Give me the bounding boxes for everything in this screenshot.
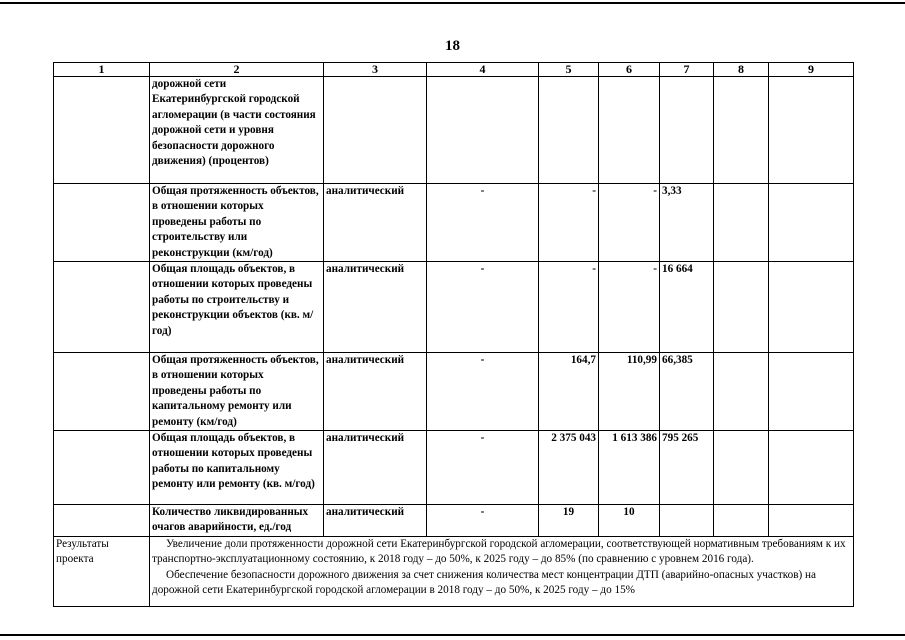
calculation-type: аналитический (324, 184, 427, 262)
value-col-5: 19 (539, 505, 599, 537)
value-col-7: 66,385 (660, 353, 714, 431)
table-row (54, 77, 854, 184)
table-row (54, 184, 854, 262)
value-col-4: - (427, 184, 539, 262)
results-paragraph-1: Увеличение доли протяженности дорожной сети Екатеринбургской городской агломерации, соответствующей нормативным требованиям к их транспортно-эксплуатационному состоянию, к 2018 году – до 50%, к 2025 году – до 85% (по сравнению с уровнем 2016 года). (152, 537, 846, 566)
table-row (54, 431, 854, 505)
value-col-6: 110,99 (599, 353, 660, 431)
value-col-9 (769, 353, 854, 431)
value-col-4: - (427, 505, 539, 537)
table-row (54, 353, 854, 431)
row-empty-cell (54, 505, 150, 537)
header-cell-9: 9 (769, 63, 854, 77)
value-col-9 (769, 184, 854, 262)
header-cell-1: 1 (54, 63, 150, 77)
header-cell-6: 6 (599, 63, 660, 77)
value-col-7 (660, 77, 714, 184)
header-cell-3: 3 (324, 63, 427, 77)
calculation-type: аналитический (324, 353, 427, 431)
header-cell-8: 8 (714, 63, 769, 77)
indicator-name: Общая площадь объектов, в отношении которых проведены работы по капитальному ремонту или ремонту (кв. м/год) (150, 431, 324, 505)
value-col-8 (714, 262, 769, 353)
header-cell-5: 5 (539, 63, 599, 77)
value-col-9 (769, 77, 854, 184)
calculation-type: аналитический (324, 262, 427, 353)
indicator-name: Общая протяженность объектов, в отношении которых проведены работы по капитальному ремонту или ремонту (км/год) (150, 353, 324, 431)
value-col-7: 16 664 (660, 262, 714, 353)
header-cell-2: 2 (150, 63, 324, 77)
value-col-9 (769, 505, 854, 537)
calculation-type: аналитический (324, 505, 427, 537)
value-col-8 (714, 353, 769, 431)
value-col-5: - (539, 262, 599, 353)
value-col-8 (714, 431, 769, 505)
header-cell-7: 7 (660, 63, 714, 77)
value-col-5: - (539, 184, 599, 262)
value-col-6: 1 613 386 (599, 431, 660, 505)
value-col-4 (427, 77, 539, 184)
value-col-4: - (427, 262, 539, 353)
indicator-name: Общая протяженность объектов, в отношении которых проведены работы по строительству или реконструкции (км/год) (150, 184, 324, 262)
table-header-row (54, 63, 854, 77)
page-top-border (0, 2, 905, 4)
value-col-8 (714, 77, 769, 184)
value-col-6: 10 (599, 505, 660, 537)
value-col-5: 2 375 043 (539, 431, 599, 505)
indicators-table (53, 62, 854, 607)
indicator-name: Общая площадь объектов, в отношении которых проведены работы по строительству и реконструкции объектов (кв. м/год) (150, 262, 324, 353)
value-col-7: 3,33 (660, 184, 714, 262)
page-number: 18 (445, 38, 460, 54)
calculation-type: аналитический (324, 431, 427, 505)
value-col-6 (599, 77, 660, 184)
value-col-7 (660, 505, 714, 537)
results-paragraph-2: Обеспечение безопасности дорожного движения за счет снижения количества мест концентрации ДТП (аварийно-опасных участков) на дорожной сети Екатеринбургской городской агломерации в 2018 году – до 50%, к 2025 году – до 15% (152, 568, 816, 597)
results-text (150, 536, 854, 606)
row-empty-cell (54, 262, 150, 353)
value-col-5 (539, 77, 599, 184)
row-empty-cell (54, 77, 150, 184)
value-col-6: - (599, 184, 660, 262)
value-col-5: 164,7 (539, 353, 599, 431)
value-col-6: - (599, 262, 660, 353)
indicator-name: дорожной сети Екатеринбургской городской агломерации (в части состояния дорожной сети и уровня безопасности дорожного движения) (процентов) (150, 77, 324, 184)
calculation-type (324, 77, 427, 184)
value-col-8 (714, 505, 769, 537)
value-col-4: - (427, 431, 539, 505)
results-row (54, 536, 854, 606)
row-empty-cell (54, 353, 150, 431)
page-bottom-border (0, 634, 905, 636)
value-col-9 (769, 431, 854, 505)
value-col-7: 795 265 (660, 431, 714, 505)
table-row (54, 262, 854, 353)
value-col-8 (714, 184, 769, 262)
value-col-9 (769, 262, 854, 353)
row-empty-cell (54, 431, 150, 505)
indicator-name: Количество ликвидированных очагов аварийности, ед./год (150, 505, 324, 537)
row-empty-cell (54, 184, 150, 262)
table-row (54, 505, 854, 537)
value-col-4: - (427, 353, 539, 431)
header-cell-4: 4 (427, 63, 539, 77)
results-label: Результаты проекта (54, 536, 150, 606)
